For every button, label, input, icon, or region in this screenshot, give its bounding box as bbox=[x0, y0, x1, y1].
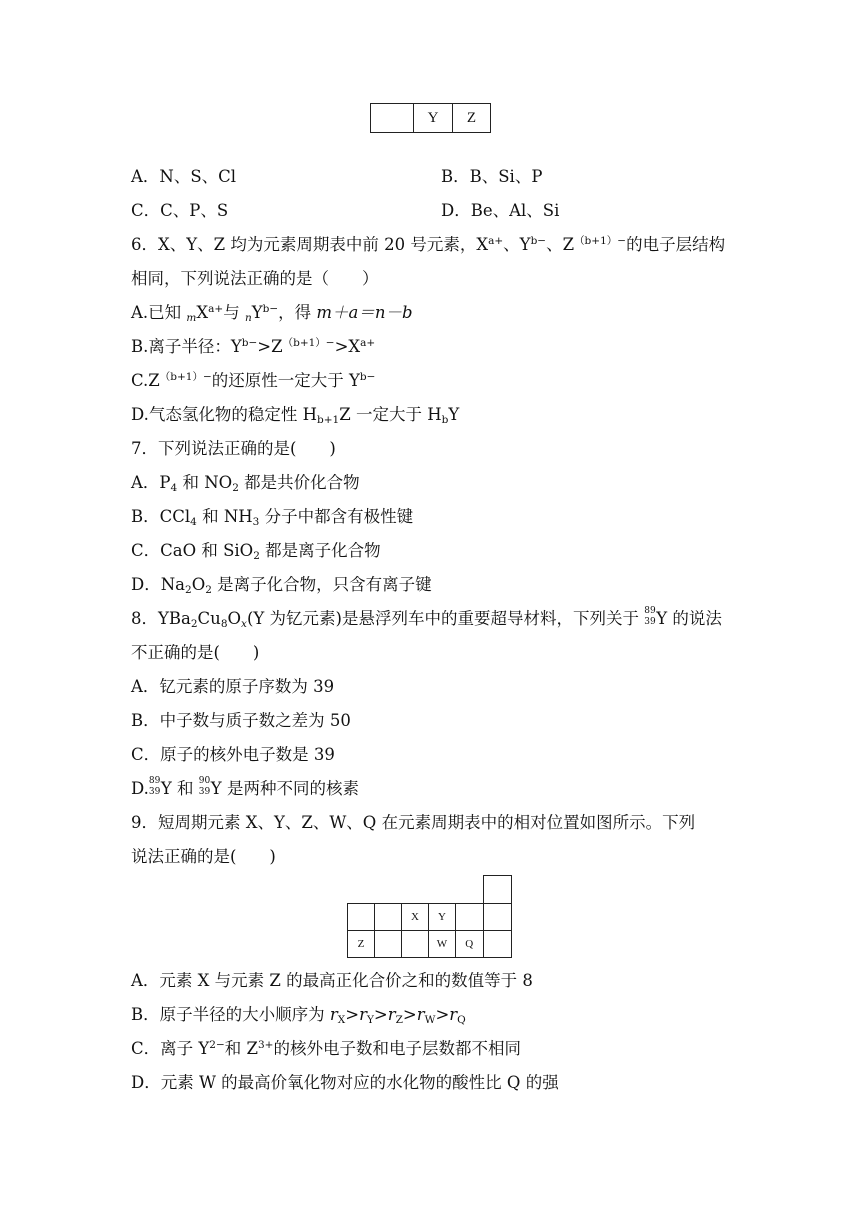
pt-cell: W bbox=[429, 931, 456, 958]
pt-cell bbox=[402, 876, 429, 904]
pt-cell bbox=[375, 876, 402, 904]
q8-stem-line1: 8．$YBa_2Cu_8O_x(Y$ 为钇元素)是悬浮列车中的重要超导材料，下列关于 89 39 Y 的说法 bbox=[131, 606, 722, 630]
q6-option-c: $C.Z^{(b+1)-}$的还原性一定大于 $Y^{b-}$ bbox=[131, 371, 376, 390]
top-table-cell: Y bbox=[414, 104, 453, 133]
pt-cell bbox=[483, 876, 511, 904]
pt-cell bbox=[402, 931, 429, 958]
q9-stem-line1: 9．短周期元素 X、Y、Z、W、Q 在元素周期表中的相对位置如图所示。下列 bbox=[131, 813, 696, 832]
pt-cell: X bbox=[402, 904, 429, 931]
q9-option-c: C．离子 $Y^{2-}$和 $Z^{3+}$的核外电子数和电子层数都不相同 bbox=[131, 1039, 521, 1058]
q5-option-b: B．B、Si、P bbox=[441, 167, 543, 186]
q8-option-a: A．钇元素的原子序数为 39 bbox=[131, 677, 335, 696]
pt-cell bbox=[375, 904, 402, 931]
q7-option-c: C．CaO 和 SiO$_2$ 都是离子化合物 bbox=[131, 541, 381, 562]
pt-cell bbox=[483, 931, 511, 958]
pt-cell bbox=[456, 876, 484, 904]
q8-option-d: D. 89 39 Y 和 90 39 Y 是两种不同的核素 bbox=[131, 776, 359, 798]
pt-cell bbox=[483, 904, 511, 931]
q9-option-a: A．元素 X 与元素 Z 的最高正化合价之和的数值等于 8 bbox=[131, 971, 533, 990]
q7-option-a: A．$P_4$ 和 $NO_2$ 都是共价化合物 bbox=[131, 473, 360, 494]
nuclide-notation: 89 39 bbox=[148, 776, 161, 797]
pt-cell: Q bbox=[456, 931, 484, 958]
q5-option-d: D．Be、Al、Si bbox=[441, 201, 560, 220]
q9-option-d: D．元素 W 的最高价氧化物对应的水化物的酸性比 Q 的强 bbox=[131, 1073, 559, 1092]
nuclide-notation: 89 39 bbox=[644, 606, 656, 627]
pt-cell: Z bbox=[348, 931, 375, 958]
q6-stem-line2: 相同，下列说法正确的是（ ） bbox=[131, 269, 379, 288]
q6-option-a: A.已知 $_mX^{a+}$与 $_nY^{b-}$，得 m＋a＝n－b bbox=[131, 303, 413, 324]
q5-option-c: C．C、P、S bbox=[131, 201, 229, 220]
pt-cell bbox=[348, 876, 375, 904]
nuclide-notation: 90 39 bbox=[198, 776, 211, 797]
pt-cell bbox=[348, 904, 375, 931]
q7-option-d: D．$Na_2O_2$ 是离子化合物，只含有离子键 bbox=[131, 575, 432, 596]
q7-stem: 7．下列说法正确的是( ) bbox=[131, 439, 336, 458]
q9-stem-line2: 说法正确的是( ) bbox=[131, 847, 276, 866]
pt-cell: Y bbox=[429, 904, 456, 931]
q9-option-b: B．原子半径的大小顺序为 $r_X>r_Y>r_Z>r_W>r_Q$ bbox=[131, 1005, 466, 1026]
q6-option-d: D.气态氢化物的稳定性 $H_{b+1}Z$ 一定大于 $H_bY$ bbox=[131, 405, 460, 426]
q8-option-c: C．原子的核外电子数是 39 bbox=[131, 745, 335, 764]
pt-cell bbox=[456, 904, 484, 931]
q8-option-b: B．中子数与质子数之差为 50 bbox=[131, 711, 351, 730]
q6-stem-line1: 6．X、Y、Z 均为元素周期表中前 20 号元素，$X^{a+}$、$Y^{b-}$、$Z^{(b+1)-}$的电子层结构 bbox=[131, 235, 726, 254]
q5-option-a: A．N、S、Cl bbox=[131, 167, 237, 186]
top-table-cell: Z bbox=[453, 104, 491, 133]
periodic-table-fragment bbox=[347, 875, 512, 958]
q8-stem-line2: 不正确的是( ) bbox=[131, 643, 260, 662]
pt-cell bbox=[429, 876, 456, 904]
pt-cell bbox=[375, 931, 402, 958]
top-element-table bbox=[370, 103, 491, 133]
top-table-cell bbox=[371, 104, 414, 133]
q6-option-b: B.离子半径：$Y^{b-}>Z^{(b+1)-}>X^{a+}$ bbox=[131, 337, 376, 356]
q7-option-b: B．CCl$_4$ 和 $NH_3$ 分子中都含有极性键 bbox=[131, 507, 414, 528]
